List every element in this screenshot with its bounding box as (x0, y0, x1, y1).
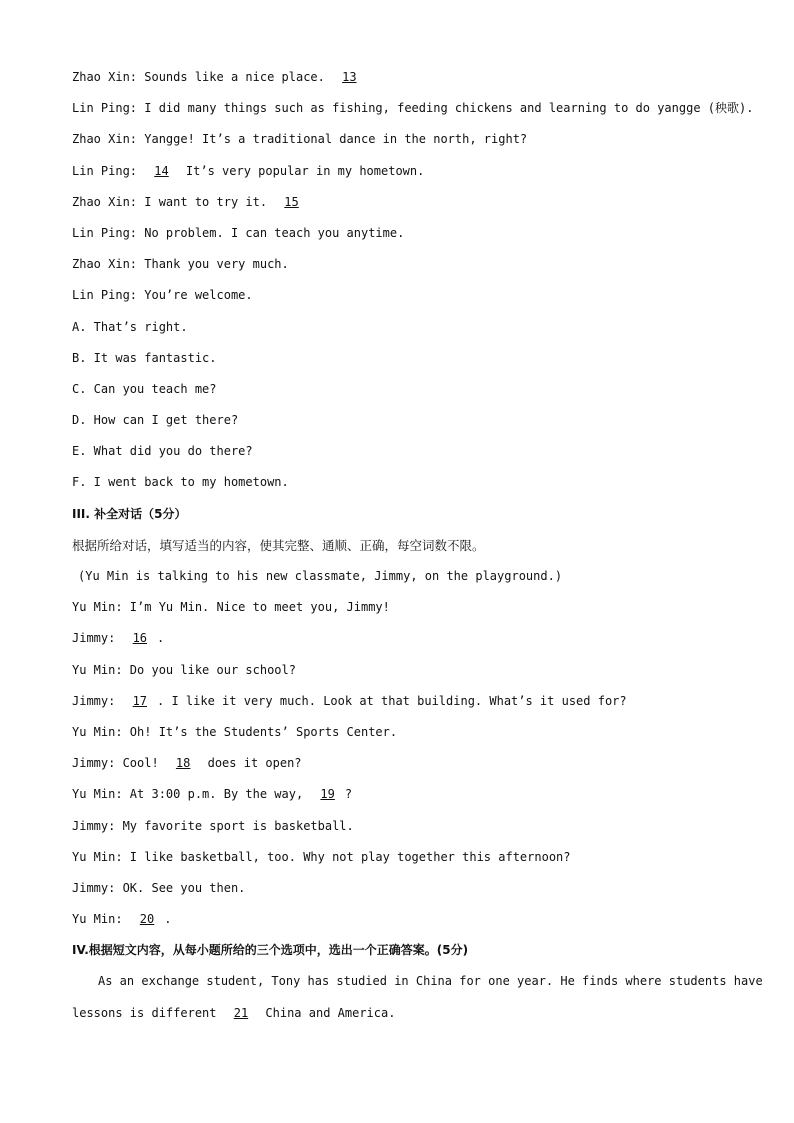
dialog-line: Lin Ping: 14 It’s very popular in my hometown. (72, 163, 425, 178)
dialog-line: Jimmy: 16 . (72, 631, 165, 646)
dialog-line: Jimmy: Cool! 18 does it open? (72, 756, 302, 771)
section-heading: III. 补全对话（5分） (72, 506, 187, 521)
section-instruction: 根据所给对话，填写适当的内容，使其完整、通顺、正确，每空词数不限。 (72, 537, 485, 553)
answer-blank: 13 (342, 70, 357, 84)
dialog-line: Lin Ping: You’re welcome. (72, 288, 253, 303)
dialog-line: Yu Min: I like basketball, too. Why not play together this afternoon? (72, 849, 571, 864)
passage-line: lessons is different 21 China and America. (72, 1005, 396, 1020)
answer-blank: 21 (233, 1005, 249, 1020)
worksheet-page (72, 62, 763, 1029)
dialog-line: Yu Min: At 3:00 p.m. By the way, 19 ? (72, 787, 353, 802)
answer-blank: 19 (320, 787, 335, 802)
answer-blank: 15 (284, 194, 299, 209)
dialog-line: Yu Min: Do you like our school? (72, 662, 296, 677)
dialog-line: Zhao Xin: Yangge! It’s a traditional dance in the north, right? (72, 132, 528, 147)
answer-blank: 17 (132, 693, 148, 708)
answer-blank: 16 (132, 631, 148, 646)
answer-blank: 18 (175, 756, 191, 771)
dialog-line: Yu Min: Oh! It’s the Students’ Sports Center. (72, 724, 398, 739)
dialog-line: Yu Min: 20 . (72, 912, 172, 927)
dialog-line: Zhao Xin: Thank you very much. (72, 257, 289, 272)
option-item: A. That’s right. (72, 319, 188, 334)
dialog-line: Lin Ping: No problem. I can teach you anytime. (72, 225, 405, 240)
dialog-line: Jimmy: My favorite sport is basketball. (72, 818, 354, 833)
dialog-line: Yu Min: I’m Yu Min. Nice to meet you, Jimmy! (72, 600, 390, 615)
section-heading: IV.根据短文内容，从每小题所给的三个选项中，选出一个正确答案。(5分) (72, 943, 469, 958)
dialog-line: Lin Ping: I did many things such as fishing, feeding chickens and learning to do yangge (秧歌). (72, 101, 754, 116)
option-item: D. How can I get there? (72, 413, 239, 428)
dialog-line: Zhao Xin: I want to try it. 15 (72, 187, 732, 218)
option-item: C. Can you teach me? (72, 381, 217, 396)
answer-blank: 20 (139, 912, 155, 927)
option-item: B. It was fantastic. (72, 350, 217, 365)
dialog-line: Jimmy: OK. See you then. (72, 880, 246, 895)
dialog-line: Zhao Xin: Sounds like a nice place. 13 (72, 62, 732, 93)
answer-blank: 14 (154, 163, 169, 178)
dialog-line: Jimmy: 17 . I like it very much. Look at that building. What’s it used for? (72, 693, 627, 708)
option-item: F. I went back to my hometown. (72, 475, 289, 490)
option-item: E. What did you do there? (72, 444, 253, 459)
passage-line: As an exchange student, Tony has studied in China for one year. He finds where students have (98, 974, 763, 989)
narration: (Yu Min is talking to his new classmate, Jimmy, on the playground.) (78, 569, 563, 583)
